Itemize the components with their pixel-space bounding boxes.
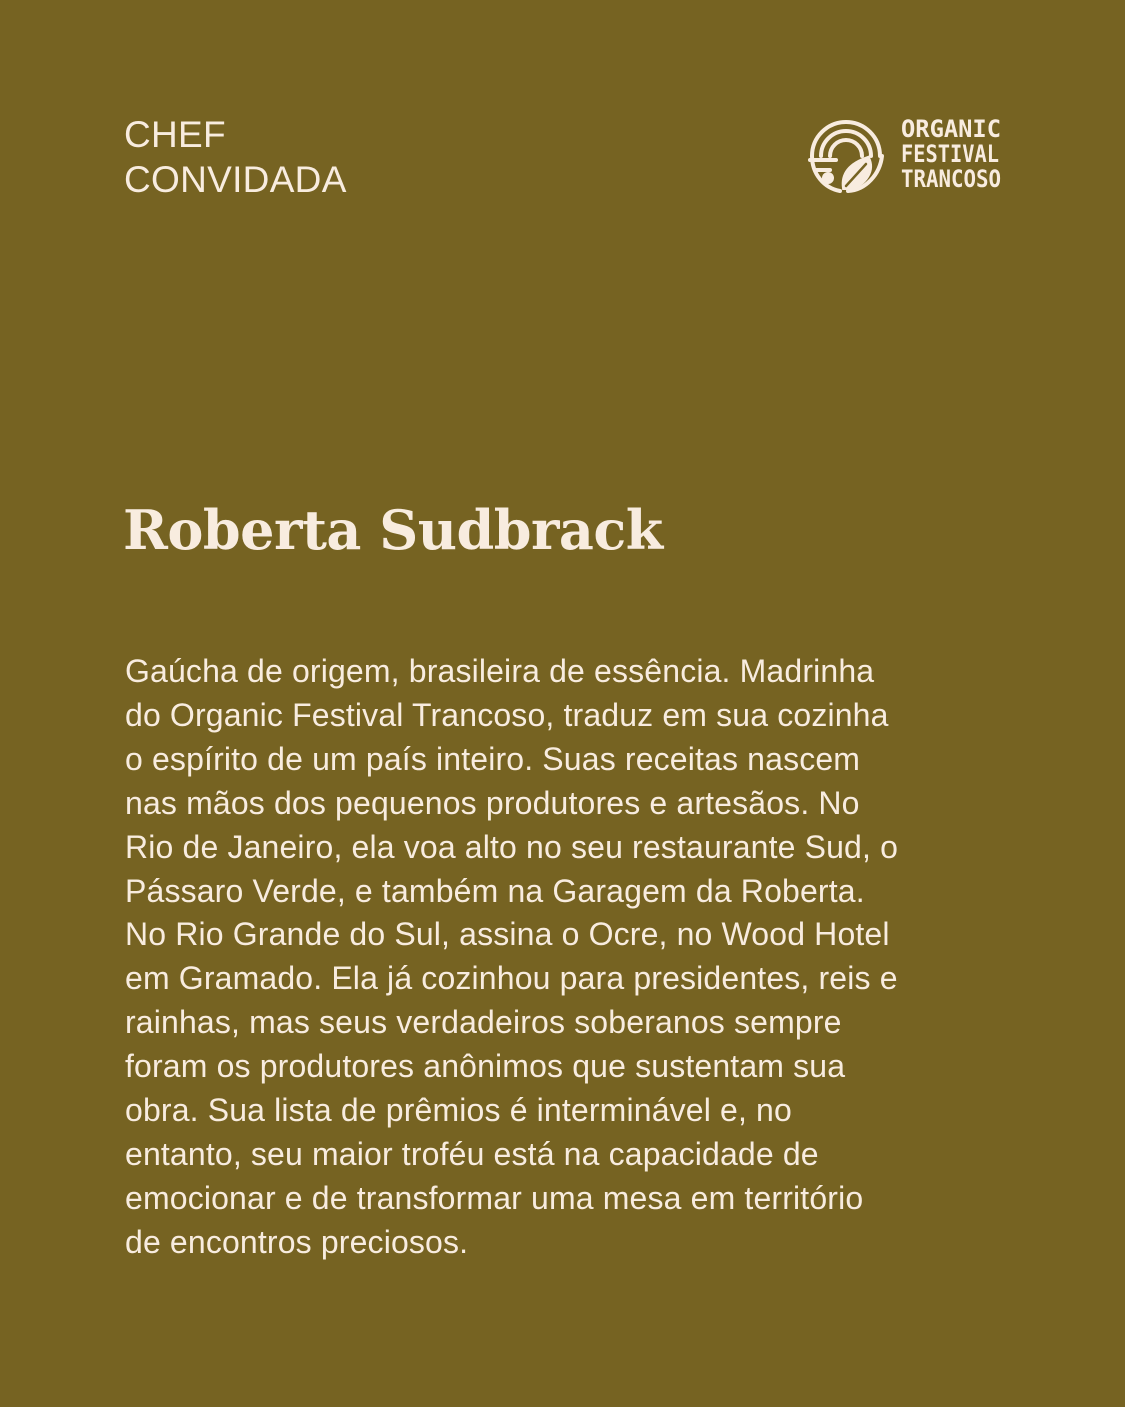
label-line-chef: CHEF — [124, 114, 226, 155]
bio-line: rainhas, mas seus verdadeiros soberanos sempre — [125, 1004, 842, 1041]
bio-line: entanto, seu maior troféu está na capacidade de — [125, 1135, 819, 1172]
chef-label — [124, 112, 347, 202]
bio-line: nas mãos dos pequenos produtores e artesãos. No — [125, 784, 860, 821]
bio-line: foram os produtores anônimos que sustentam sua — [125, 1048, 846, 1085]
bio-line: obra. Sua lista de prêmios é interminável e, no — [125, 1092, 792, 1129]
bio-line: em Gramado. Ela já cozinhou para presidentes, reis e — [125, 960, 898, 997]
bio-line: Gaúcha de origem, brasileira de essência. Madrinha — [125, 653, 875, 689]
logo-text-trancoso: TRANCOSO — [901, 165, 1001, 193]
bio-line: emocionar e de transformar uma mesa em território — [125, 1179, 864, 1216]
chef-bio — [125, 650, 1005, 1265]
bio-line: Rio de Janeiro, ela voa alto no seu restaurante Sud, o — [125, 828, 899, 865]
logo-text-festival: FESTIVAL — [901, 140, 999, 168]
bio-line: o espírito de um país inteiro. Suas receitas nascem — [125, 740, 861, 777]
chef-name: Roberta Sudbrack — [123, 498, 663, 562]
bio-line: Pássaro Verde, e também na Garagem da Roberta. — [125, 872, 865, 909]
label-line-convidada: CONVIDADA — [124, 159, 347, 200]
bio-line: do Organic Festival Trancoso, traduz em sua cozinha — [125, 696, 889, 733]
logo-text-organic: ORGANIC — [901, 115, 1001, 143]
bio-line: de encontros preciosos. — [125, 1223, 469, 1260]
bio-line: No Rio Grande do Sul, assina o Ocre, no Wood Hotel — [125, 916, 890, 953]
organic-festival-emblem-icon — [806, 112, 1006, 196]
festival-logo — [806, 112, 1006, 196]
